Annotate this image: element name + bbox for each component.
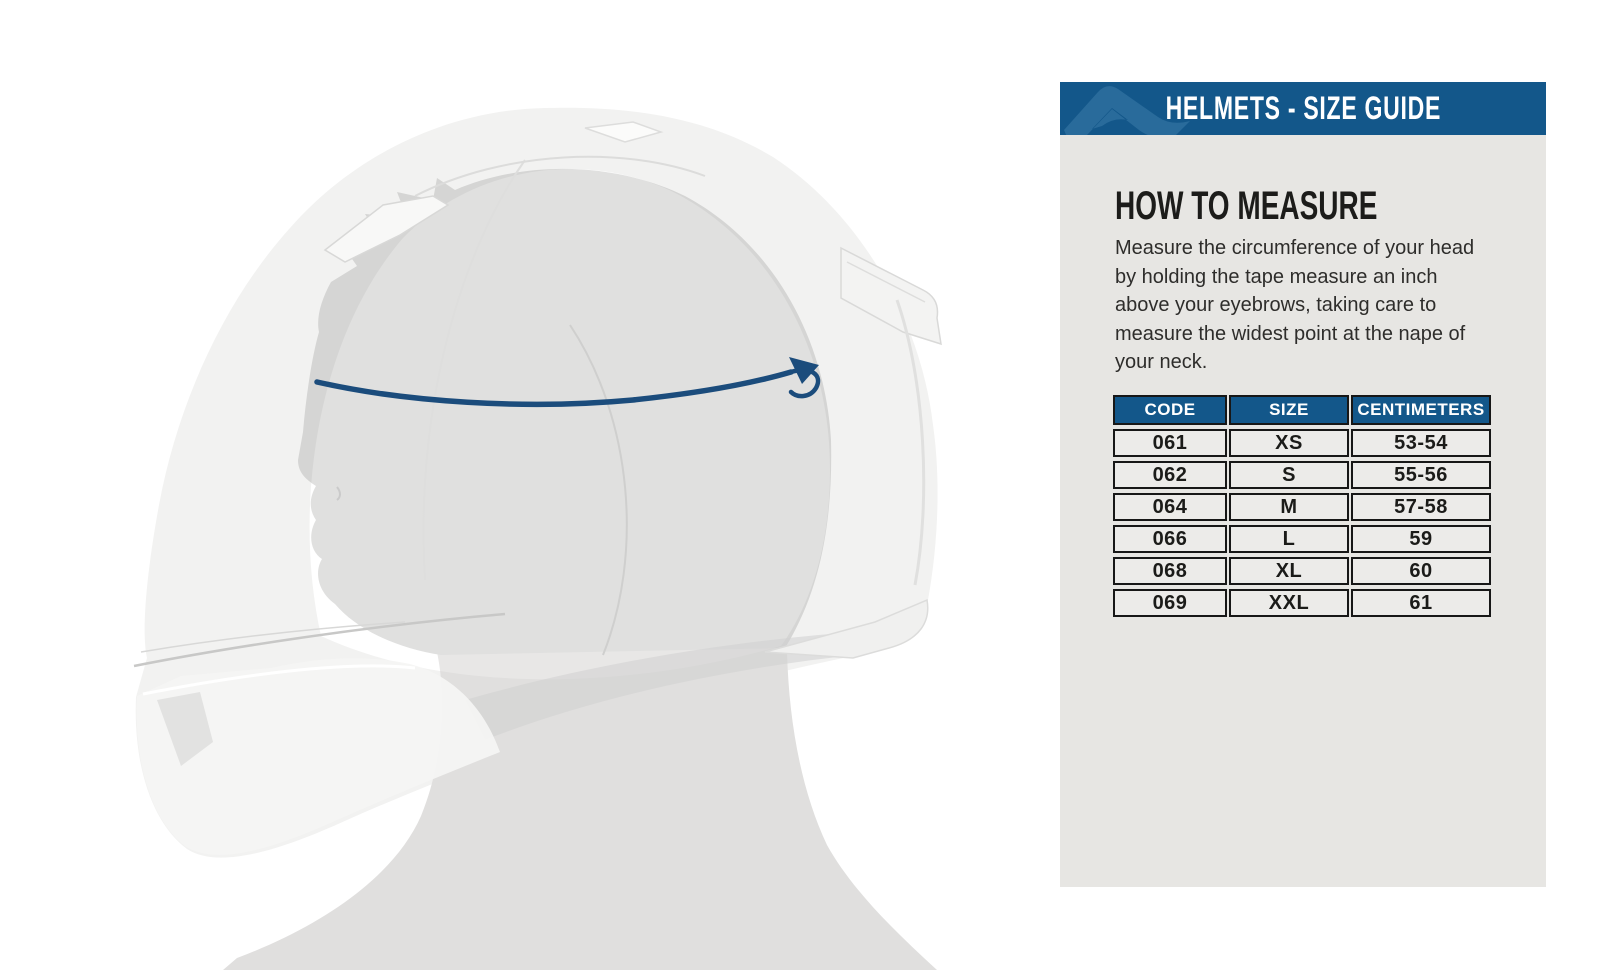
- table-cell-centimeters: 53-54: [1351, 429, 1491, 457]
- column-header-code: CODE: [1113, 395, 1227, 425]
- helmet-illustration: [130, 90, 1010, 970]
- how-to-measure-heading: HOW TO MEASURE: [1115, 184, 1378, 228]
- table-cell-centimeters: 59: [1351, 525, 1491, 553]
- table-cell-centimeters: 57-58: [1351, 493, 1491, 521]
- table-cell-code: 062: [1113, 461, 1227, 489]
- size-table: [1113, 395, 1491, 617]
- table-cell-centimeters: 55-56: [1351, 461, 1491, 489]
- column-header-centimeters: CENTIMETERS: [1351, 395, 1491, 425]
- table-cell-centimeters: 61: [1351, 589, 1491, 617]
- table-cell-code: 066: [1113, 525, 1227, 553]
- table-cell-size: XL: [1229, 557, 1349, 585]
- table-cell-code: 061: [1113, 429, 1227, 457]
- table-cell-size: XXL: [1229, 589, 1349, 617]
- table-cell-size: XS: [1229, 429, 1349, 457]
- table-cell-code: 064: [1113, 493, 1227, 521]
- table-cell-centimeters: 60: [1351, 557, 1491, 585]
- table-cell-size: L: [1229, 525, 1349, 553]
- panel-title: HELMETS - SIZE GUIDE: [1165, 90, 1441, 126]
- table-cell-size: S: [1229, 461, 1349, 489]
- panel-header: [1060, 82, 1546, 135]
- table-cell-code: 068: [1113, 557, 1227, 585]
- how-to-measure-text: Measure the circumference of your head by holding the tape measure an inch above your eyebrows, taking care to measure the widest point at the nape of your neck.: [1115, 237, 1475, 373]
- table-cell-size: M: [1229, 493, 1349, 521]
- column-header-size: SIZE: [1229, 395, 1349, 425]
- size-guide-panel: [1060, 82, 1546, 887]
- table-cell-code: 069: [1113, 589, 1227, 617]
